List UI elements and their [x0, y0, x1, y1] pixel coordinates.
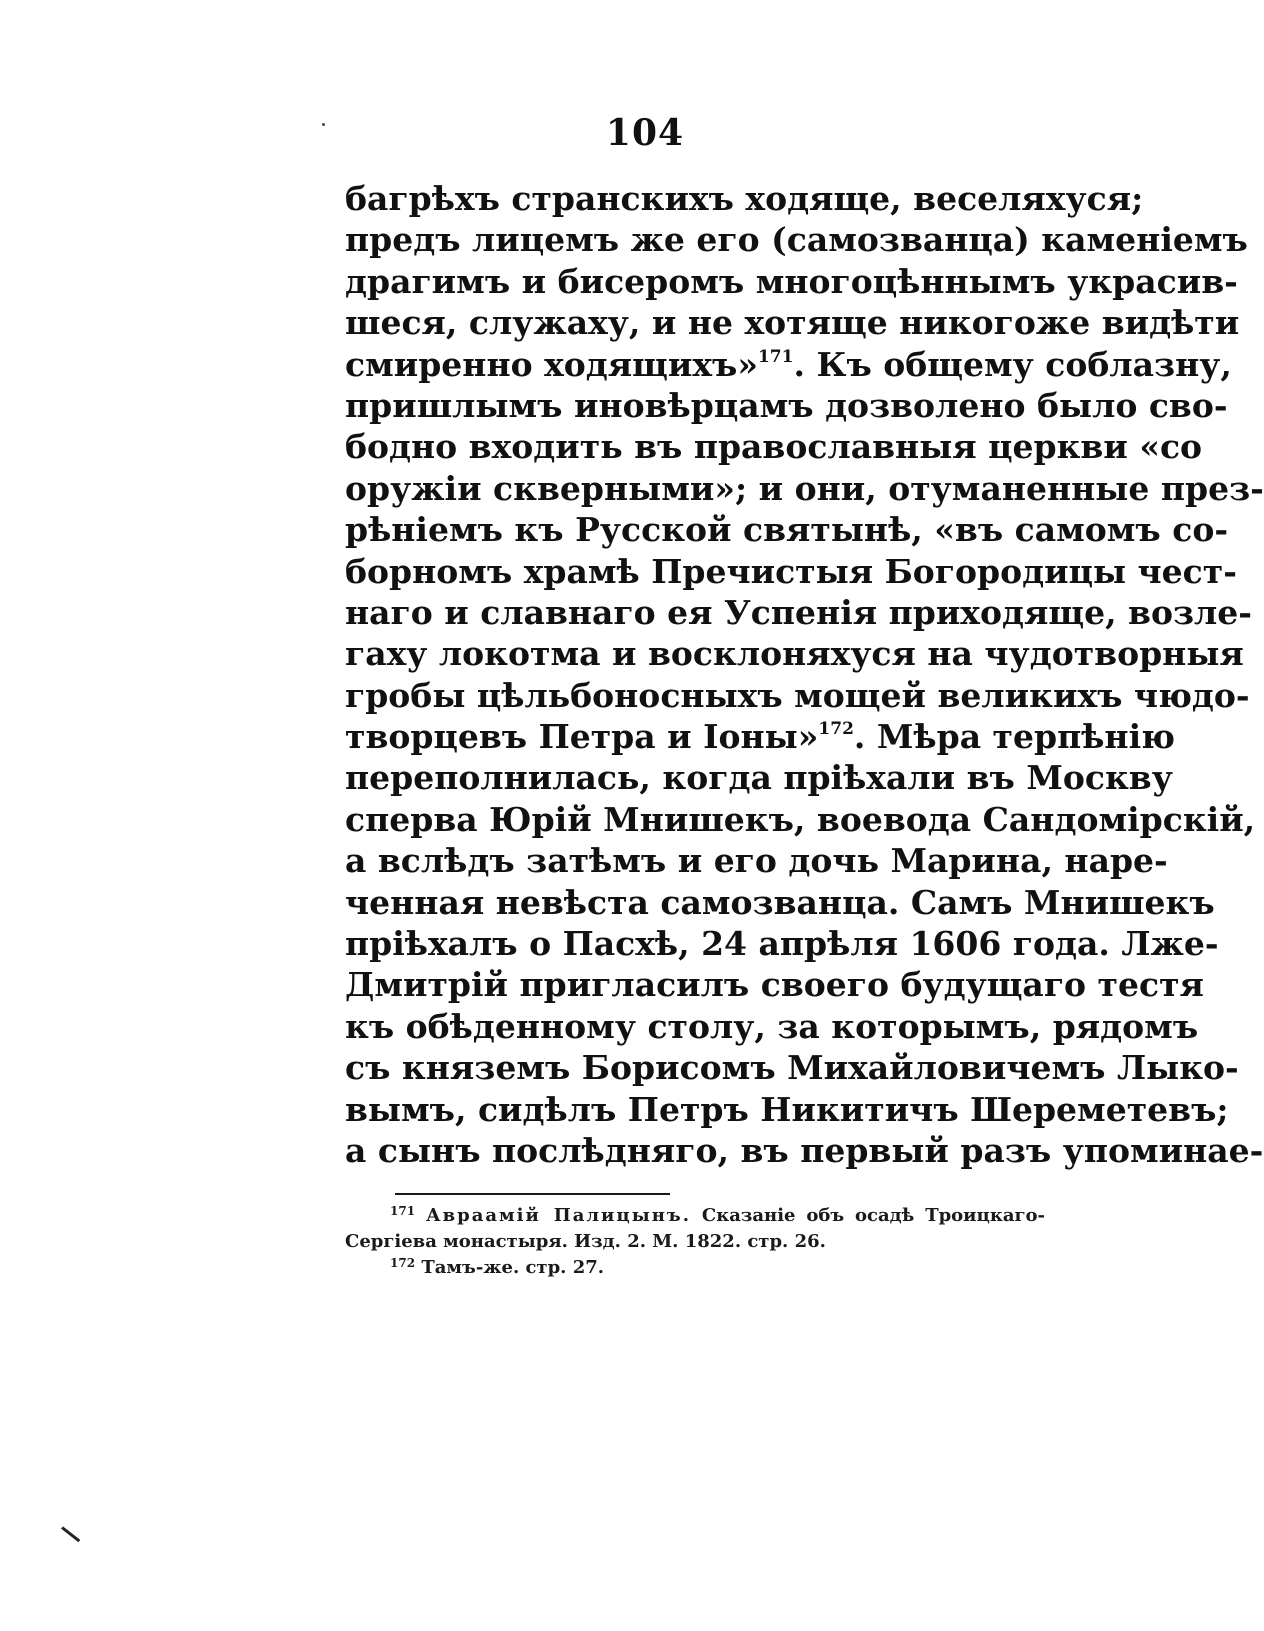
text-line-10: борномъ храмѣ Пречистыя Богородицы чест- [345, 551, 1237, 591]
footnote-ref-172[interactable]: 172 [818, 719, 854, 740]
footnote-172-text: Тамъ-же. стр. 27. [421, 1257, 605, 1278]
text-line-14-head: творцевъ Петра и Іоны» [345, 717, 819, 757]
text-line-16: сперва Юрій Мнишекъ, воевода Сандомірскій, [345, 799, 1256, 839]
text-line-5-tail: . Къ общему соблазну, [793, 344, 1232, 384]
text-line-22: съ княземъ Борисомъ Михайловичемъ Лыко- [345, 1048, 1239, 1088]
text-line-17: а вслѣдъ затѣмъ и его дочь Марина, наре- [345, 841, 1168, 881]
text-line-5-head: смиренно ходящихъ» [345, 344, 758, 384]
text-line-14 [345, 716, 1175, 757]
text-line-14-tail: . Мѣра терпѣнію [853, 717, 1175, 757]
footnote-172-line [345, 1255, 1045, 1281]
footnote-171-line-1 [345, 1203, 1045, 1229]
footnote-ref-171[interactable]: 171 [757, 346, 794, 367]
footnote-171-number: 171 [390, 1204, 416, 1218]
text-line-1: багрѣхъ странскихъ ходяще, веселяхуся; [345, 179, 1144, 218]
footnote-171-line-2: Сергіева монастыря. Изд. 2. М. 1822. стр. 26. [345, 1231, 826, 1252]
footnote-171-author: Авраамій Палицынъ. [425, 1205, 692, 1226]
text-line-4: шеся, служаху, и не хотяще никогоже видѣти [345, 303, 1240, 343]
text-line-7: бодно входить въ православныя церкви «со [345, 427, 1203, 467]
scan-artifact-mark [61, 1526, 80, 1542]
text-line-21: къ обѣденному столу, за которымъ, рядомъ [345, 1006, 1199, 1046]
text-line-18: ченная невѣста самозванца. Самъ Мнишекъ [345, 882, 1215, 922]
text-line-20: Дмитрій пригласилъ своего будущаго тестя [345, 965, 1204, 1005]
text-line-9: рѣніемъ къ Русской святынѣ, «въ самомъ со- [345, 510, 1229, 550]
text-line-23: вымъ, сидѣлъ Петръ Никитичъ Шереметевъ; [345, 1089, 1229, 1129]
text-line-8: оружіи скверными»; и они, отуманенные през- [345, 468, 1264, 508]
footnote-divider [395, 1193, 670, 1195]
body-text [345, 178, 1264, 1171]
text-line-11: наго и славнаго ея Успенія приходяще, возле- [345, 592, 1253, 632]
text-line-5 [345, 344, 1232, 385]
text-line-13: гробы цѣльбоносныхъ мощей великихъ чюдо- [345, 675, 1250, 715]
text-line-6: пришлымъ иновѣрцамъ дозволено было сво- [345, 385, 1228, 425]
text-line-2: предъ лицемъ же его (самозванца) каменіемъ [345, 220, 1248, 260]
footnotes [345, 1203, 1045, 1281]
page-number: 104 [605, 112, 685, 154]
text-line-19: пріѣхалъ о Пасхѣ, 24 апрѣля 1606 года. Лже- [345, 924, 1219, 964]
footnote-172-number: 172 [390, 1256, 416, 1270]
text-line-3: драгимъ и бисеромъ многоцѣннымъ украсив- [345, 261, 1238, 301]
text-line-12: гаху локотма и восклоняхуся на чудотворныя [345, 634, 1244, 674]
text-line-24: а сынъ послѣдняго, въ первый разъ упоминае- [345, 1130, 1264, 1170]
text-line-15: переполнилась, когда пріѣхали въ Москву [345, 758, 1173, 798]
footnote-171-text-a: Сказаніе объ осадѣ Троицкаго- [701, 1205, 1045, 1226]
